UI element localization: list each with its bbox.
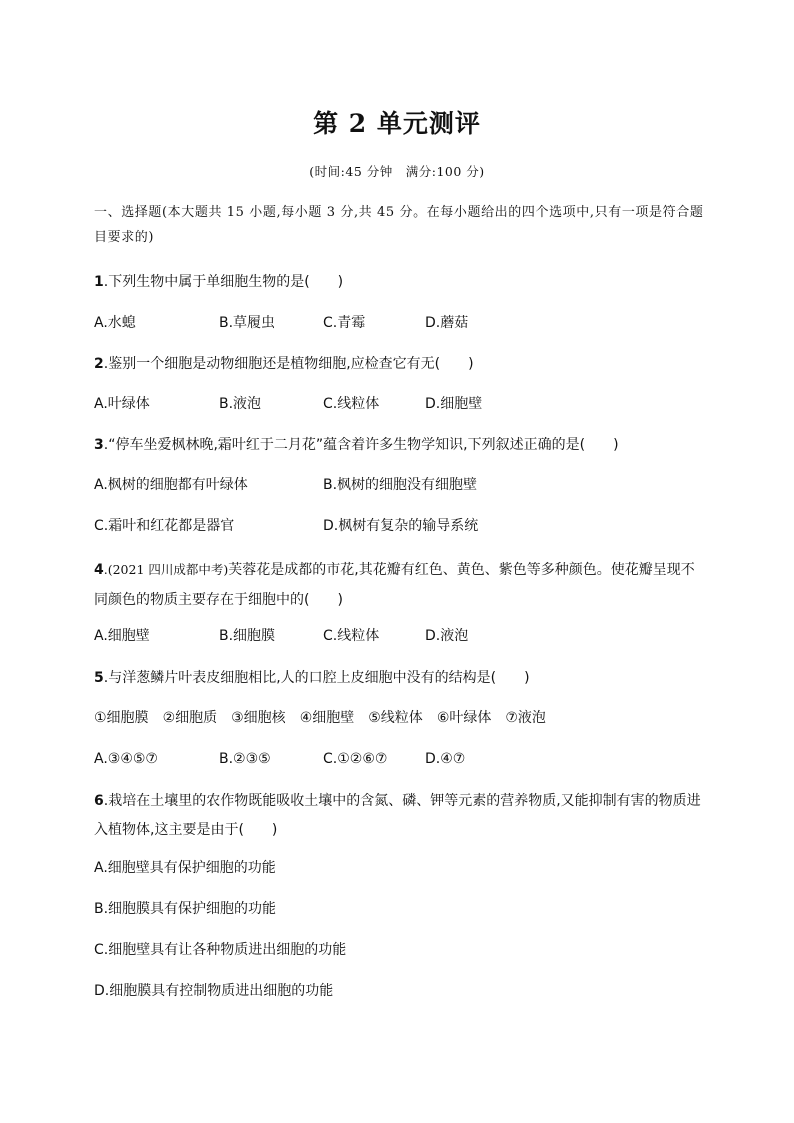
structure-item: ④细胞壁 [299, 710, 355, 726]
option-a: A.叶绿体 [94, 396, 150, 412]
option-b: B.细胞膜具有保护细胞的功能 [94, 901, 277, 917]
question-number: 4 [94, 562, 104, 578]
structure-item: ⑥叶绿体 [436, 710, 492, 726]
structure-item: ⑦液泡 [505, 710, 546, 726]
question-4 [94, 555, 706, 615]
option-c: C.细胞壁具有让各种物质进出细胞的功能 [94, 942, 347, 958]
question-6 [94, 787, 706, 845]
question-text: .下列生物中属于单细胞生物的是( ) [103, 274, 344, 290]
question-text: .“停车坐爱枫林晚,霜叶红于二月花”蕴含着许多生物学知识,下列叙述正确的是( ) [103, 437, 619, 453]
question-source: .(2021 四川成都中考) [103, 562, 229, 577]
question-number: 6 [94, 793, 104, 809]
question-3 [94, 433, 706, 458]
option-d: D.液泡 [425, 628, 469, 644]
option-a: A.水螅 [94, 315, 136, 331]
option-c: C.线粒体 [323, 396, 380, 412]
option-c: C.线粒体 [323, 628, 380, 644]
option-d: D.细胞壁 [425, 396, 483, 412]
option-b: B.液泡 [219, 396, 262, 412]
page-title: 第 2 单元测评 [313, 109, 481, 138]
option-d: D.④⑦ [425, 751, 466, 767]
question-number: 1 [94, 274, 104, 290]
option-d: D.枫树有复杂的输导系统 [323, 518, 479, 534]
question-2 [94, 352, 706, 377]
question-text: .鉴别一个细胞是动物细胞还是植物细胞,应检查它有无( ) [103, 356, 474, 372]
structure-list [94, 707, 560, 729]
option-a: A.枫树的细胞都有叶绿体 [94, 477, 248, 493]
option-c: C.青霉 [323, 315, 366, 331]
option-c: C.霜叶和红花都是器官 [94, 518, 235, 534]
question-text: .栽培在土壤里的农作物既能吸收土壤中的含氮、磷、钾等元素的营养物质,又能抑制有害的物质进入植物体,这主要是由于( ) [94, 793, 701, 838]
question-5 [94, 666, 706, 691]
question-number: 3 [94, 437, 104, 453]
option-b: B.细胞膜 [219, 628, 276, 644]
question-number: 5 [94, 670, 104, 686]
question-1 [94, 270, 706, 295]
option-d: D.蘑菇 [425, 315, 469, 331]
option-b: B.草履虫 [219, 315, 276, 331]
section-heading: 一、选择题(本大题共 15 小题,每小题 3 分,共 45 分。在每小题给出的四个选项中,只有一项是符合题目要求的) [94, 205, 704, 245]
question-text: 芙蓉花是成都的市花,其花瓣有红色、黄色、紫色等多种颜色。使花瓣呈现不同颜色的物质主要存在于细胞中的( ) [94, 562, 695, 608]
option-a: A.细胞壁具有保护细胞的功能 [94, 860, 276, 876]
structure-item: ②细胞质 [162, 710, 218, 726]
question-text: .与洋葱鳞片叶表皮细胞相比,人的口腔上皮细胞中没有的结构是( ) [103, 670, 530, 686]
structure-item: ⑤线粒体 [368, 710, 423, 726]
structure-item: ①细胞膜 [94, 710, 149, 726]
option-b: B.枫树的细胞没有细胞壁 [323, 477, 478, 493]
structure-item: ③细胞核 [231, 710, 286, 726]
exam-time-info: (时间:45 分钟 满分:100 分) [309, 164, 485, 179]
option-c: C.①②⑥⑦ [323, 751, 388, 767]
option-b: B.②③⑤ [219, 751, 271, 767]
option-d: D.细胞膜具有控制物质进出细胞的功能 [94, 983, 334, 999]
option-a: A.③④⑤⑦ [94, 751, 158, 767]
question-number: 2 [94, 356, 104, 372]
option-a: A.细胞壁 [94, 628, 150, 644]
